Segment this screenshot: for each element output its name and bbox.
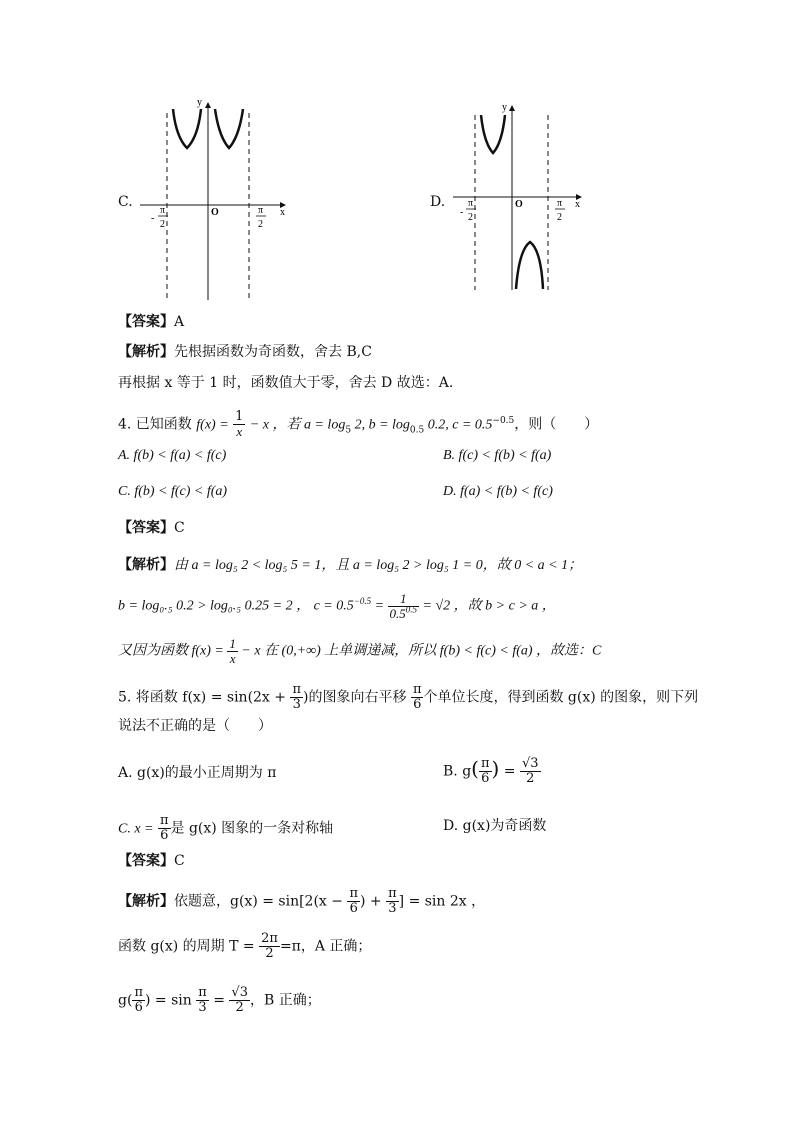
curve-upper-branch <box>481 115 505 153</box>
option-c-label: C. <box>118 194 133 210</box>
q5-option-a: A. g(x)的最小正周期为 π <box>118 765 277 781</box>
q4-analysis-line3: 又因为函数 f(x) = $\frac{1}{x}$ − x 在 (0,+∞) 上单调递减，所以 f(b) < f(c) < f(a) ，故选：C <box>118 636 602 666</box>
q5-answer-line <box>118 852 185 870</box>
pos-pi-den: 2 <box>258 219 263 230</box>
answer-value: A <box>174 314 185 330</box>
q4-option-a: A. f(b) < f(a) < f(c) <box>118 448 227 463</box>
answer-tag: 【答案】 <box>118 520 174 536</box>
q4-option-d: D. f(a) < f(b) < f(c) <box>443 484 553 499</box>
q4-option-b: B. f(c) < f(b) < f(a) <box>443 448 552 463</box>
answer-value: C <box>174 853 185 869</box>
stem-prefix: 4. 已知函数 <box>118 416 192 433</box>
option-d-label: D. <box>430 194 446 210</box>
q4-stem: 4. 已知函数 f(x) = $\frac{1}{x}$ − x ，若 $a = \log_5 2$, $b = \log_{0.5} 0.2$, $c = 0.5^{-0.5}$，则（ ） <box>118 409 599 439</box>
q3-answer-line <box>118 313 184 331</box>
fraction: $\frac{1}{x}$ <box>235 409 244 439</box>
x-axis-label: x <box>575 199 580 210</box>
stem-tail: − x ，若 a = log <box>249 417 346 433</box>
q5-stem-line1: 5. 将函数 f(x) = sin(2x + $\frac{\pi}{3}$ )的图象向右平移 $\frac{\pi}{6}$ 个单位长度，得到函数 g(x) 的图象，则下列 <box>118 682 699 712</box>
answer-tag: 【答案】 <box>118 853 174 869</box>
curve-right-branch <box>215 109 243 148</box>
q5-option-c: C. x = $\frac{\pi}{6}$ 是 g(x) 图象的一条对称轴 <box>118 813 334 843</box>
neg-pi-den: 2 <box>468 212 473 223</box>
neg-pi-den: 2 <box>160 219 165 230</box>
answer-tag: 【答案】 <box>118 314 174 330</box>
stem-func: f(x) = <box>196 417 229 433</box>
origin-label: O <box>211 207 219 218</box>
q3-analysis-line2: 再根据 x 等于 1 时，函数值大于零，舍去 D 故选：A. <box>118 375 454 391</box>
neg-pi-label: π <box>468 198 474 209</box>
graph-d <box>448 100 588 295</box>
neg-sign: - <box>151 213 155 224</box>
neg-pi-label: π <box>160 205 166 216</box>
pos-pi-label: π <box>258 205 264 216</box>
pos-pi-label: π <box>557 198 563 209</box>
q5-option-b: B. g( $\frac{\pi}{6}$ ) = $\frac{√3}{2}$ <box>443 756 539 786</box>
q5-analysis-line3: g( $\frac{\pi}{6}$ ) = sin $\frac{\pi}{3}$ = $\frac{√3}{2}$ ，B 正确； <box>118 985 321 1015</box>
x-axis-label: x <box>280 207 285 218</box>
analysis-text: 由 a = log₅ 2 < log₅ 5 = 1，且 a = log₅ 2 > log₅ 1 = 0，故 0 < a < 1； <box>174 558 583 573</box>
q4-analysis-line2: b = log₀.₅ 0.2 > log₀.₅ 0.25 = 2 ， $c = 0.5^{-0.5}$ = $\frac{1}{0.5^{0.5}}$ = √2 ，故 b > c > a ， <box>118 591 556 621</box>
y-axis-label: y <box>502 102 507 113</box>
q4-option-c: C. f(b) < f(c) < f(a) <box>118 484 228 499</box>
y-axis-label: y <box>197 97 202 108</box>
curve-left-branch <box>173 109 201 148</box>
analysis-tag: 【解析】 <box>118 557 174 573</box>
q4-answer-line <box>118 519 185 537</box>
analysis-tag: 【解析】 <box>118 893 174 910</box>
q5-stem-line2: 说法不正确的是（ ） <box>118 718 272 734</box>
analysis-tag: 【解析】 <box>118 344 174 360</box>
neg-sign: - <box>460 207 464 218</box>
graph-c <box>135 95 295 305</box>
curve-lower-branch <box>516 242 543 289</box>
analysis-text: 先根据函数为奇函数，舍去 B,C <box>174 344 372 360</box>
q5-analysis-line1: 【解析】依题意，g(x) = sin[2(x − $\frac{\pi}{6}$ ) + $\frac{\pi}{3}$ ] = sin 2x ， <box>118 886 486 916</box>
answer-value: C <box>174 520 185 536</box>
q5-analysis-line2: 函数 g(x) 的周期 T = $\frac{2\pi}{2}$ =π，A 正确； <box>118 931 372 961</box>
q3-analysis-line1 <box>118 343 372 361</box>
pos-pi-den: 2 <box>557 212 562 223</box>
origin-label: O <box>515 199 523 210</box>
q4-analysis-line1 <box>118 556 582 575</box>
q5-option-d: D. g(x)为奇函数 <box>443 818 547 834</box>
